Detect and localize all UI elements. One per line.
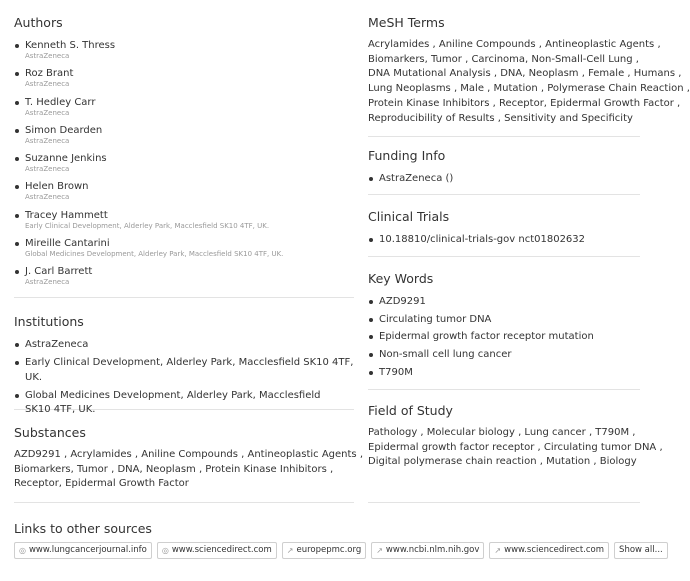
funding-list bbox=[368, 172, 640, 186]
author-item[interactable] bbox=[14, 209, 354, 237]
author-name[interactable]: Mireille Cantarini bbox=[25, 238, 110, 250]
link-label[interactable]: www.sciencedirect.com bbox=[504, 545, 605, 555]
mesh-section bbox=[368, 0, 690, 137]
substances-heading: Substances bbox=[14, 425, 86, 440]
clinical-trial-item[interactable]: 10.18810/clinical-trials-gov nct01802632 bbox=[368, 233, 640, 247]
mesh-line[interactable]: DNA Mutational Analysis , DNA, Neoplasm , Female , Humans , bbox=[368, 68, 682, 80]
author-name[interactable]: Tracey Hammett bbox=[25, 209, 108, 221]
right-column bbox=[368, 0, 690, 503]
author-item[interactable] bbox=[14, 180, 354, 208]
external-link-icon: ↗ bbox=[494, 546, 502, 555]
institutions-section bbox=[14, 298, 354, 415]
authors-heading: Authors bbox=[14, 15, 63, 30]
field-line[interactable]: Pathology , Molecular biology , Lung cancer , T790M , bbox=[368, 427, 636, 438]
institutions-heading: Institutions bbox=[14, 314, 84, 329]
mesh-text bbox=[368, 38, 690, 126]
link-chip[interactable] bbox=[282, 542, 366, 559]
mesh-line[interactable]: Protein Kinase Inhibitors , Receptor, Epidermal Growth Factor , bbox=[368, 97, 681, 109]
author-name[interactable]: Kenneth S. Thress bbox=[25, 40, 116, 51]
mesh-line[interactable]: Lung Neoplasms , Male , Mutation , Polymerase Chain Reaction , bbox=[368, 83, 690, 95]
field-line[interactable]: Epidermal growth factor receptor , Circulating tumor DNA , bbox=[368, 441, 663, 453]
institution-item[interactable]: Early Clinical Development, Alderley Park, Macclesfield SK10 4TF, UK. bbox=[14, 356, 354, 385]
external-link-icon: ↗ bbox=[286, 546, 294, 555]
author-affiliation: Global Medicines Development, Alderley Park, Macclesfield SK10 4TF, UK. bbox=[25, 250, 284, 259]
substances-section bbox=[14, 410, 363, 503]
substances-line[interactable]: AZD9291 , Acrylamides , Aniline Compounds , Antineoplastic Agents , bbox=[14, 449, 363, 460]
author-affiliation: AstraZeneca bbox=[25, 52, 70, 60]
globe-icon: ◎ bbox=[161, 546, 169, 555]
author-name[interactable]: Helen Brown bbox=[25, 181, 89, 193]
funding-section bbox=[368, 137, 640, 195]
globe-icon: ◎ bbox=[19, 546, 26, 555]
author-item[interactable] bbox=[14, 265, 354, 293]
author-name[interactable]: Simon Dearden bbox=[25, 124, 103, 136]
author-affiliation: AstraZeneca bbox=[25, 136, 70, 145]
author-item[interactable] bbox=[14, 67, 354, 95]
field-of-study-heading: Field of Study bbox=[368, 403, 453, 418]
field-line[interactable]: Digital polymerase chain reaction , Mutation , Biology bbox=[368, 456, 637, 468]
link-label[interactable]: www.ncbi.nlm.nih.gov bbox=[385, 545, 480, 555]
link-chip[interactable] bbox=[489, 542, 609, 559]
link-chip[interactable] bbox=[14, 542, 152, 559]
clinical-trials-section bbox=[368, 195, 640, 257]
author-affiliation: AstraZeneca bbox=[25, 165, 70, 174]
links-heading: Links to other sources bbox=[14, 521, 152, 536]
author-item[interactable] bbox=[14, 237, 354, 265]
link-chip[interactable] bbox=[157, 542, 277, 559]
link-label[interactable]: www.lungcancerjournal.info bbox=[28, 545, 147, 555]
clinical-trials-heading: Clinical Trials bbox=[368, 209, 450, 224]
keywords-heading: Key Words bbox=[368, 271, 434, 286]
keyword-item[interactable]: AZD9291 bbox=[368, 295, 640, 309]
authors-section bbox=[14, 0, 354, 298]
authors-list bbox=[14, 39, 354, 294]
link-label[interactable]: europepmc.org bbox=[296, 545, 362, 555]
institutions-list bbox=[14, 338, 354, 418]
link-label[interactable]: www.sciencedirect.com bbox=[171, 545, 272, 555]
keywords-list bbox=[368, 295, 640, 380]
author-item[interactable] bbox=[14, 96, 354, 124]
external-link-icon: ↗ bbox=[376, 546, 383, 555]
keyword-item[interactable]: T790M bbox=[368, 366, 640, 380]
institution-item[interactable]: AstraZeneca bbox=[14, 338, 354, 353]
keyword-item[interactable]: Circulating tumor DNA bbox=[368, 313, 640, 327]
substances-line[interactable]: Receptor, Epidermal Growth Factor bbox=[14, 478, 189, 490]
author-name[interactable]: T. Hedley Carr bbox=[25, 96, 96, 108]
author-affiliation: Early Clinical Development, Alderley Park, Macclesfield SK10 4TF, UK. bbox=[25, 221, 270, 230]
author-affiliation: AstraZeneca bbox=[25, 278, 70, 287]
funding-item[interactable]: AstraZeneca () bbox=[368, 172, 640, 186]
keyword-item[interactable]: Epidermal growth factor receptor mutation bbox=[368, 330, 640, 344]
show-all-button[interactable]: Show all... bbox=[614, 542, 668, 559]
links-row bbox=[14, 542, 668, 559]
author-item[interactable] bbox=[14, 39, 354, 67]
field-of-study-text bbox=[368, 426, 663, 470]
mesh-line[interactable]: Reproducibility of Results , Sensitivity and Specificity bbox=[368, 112, 633, 124]
substances-text bbox=[14, 448, 363, 492]
links-section bbox=[14, 516, 663, 555]
author-affiliation: AstraZeneca bbox=[25, 193, 70, 202]
link-chip[interactable] bbox=[371, 542, 484, 559]
author-name[interactable]: Suzanne Jenkins bbox=[25, 153, 107, 165]
author-item[interactable] bbox=[14, 124, 354, 152]
mesh-line[interactable]: Biomarkers, Tumor , Carcinoma, Non-Small-Cell Lung , bbox=[368, 53, 639, 65]
author-name[interactable]: J. Carl Barrett bbox=[25, 266, 93, 278]
left-column bbox=[14, 0, 363, 503]
institution-item[interactable]: Global Medicines Development, Alderley Park, Macclesfield SK10 4TF, UK. bbox=[14, 389, 325, 418]
field-of-study-section bbox=[368, 390, 663, 503]
mesh-heading: MeSH Terms bbox=[368, 15, 445, 30]
mesh-line[interactable]: Acrylamides , Aniline Compounds , Antineoplastic Agents , bbox=[368, 39, 661, 50]
substances-line[interactable]: Biomarkers, Tumor , DNA, Neoplasm , Protein Kinase Inhibitors , bbox=[14, 463, 334, 475]
clinical-trials-list bbox=[368, 233, 640, 247]
author-name[interactable]: Roz Brant bbox=[25, 68, 74, 80]
author-item[interactable] bbox=[14, 152, 354, 180]
keywords-section bbox=[368, 257, 640, 390]
funding-heading: Funding Info bbox=[368, 148, 446, 163]
author-affiliation: AstraZeneca bbox=[25, 108, 70, 117]
author-affiliation: AstraZeneca bbox=[25, 80, 70, 89]
keyword-item[interactable]: Non-small cell lung cancer bbox=[368, 348, 640, 362]
